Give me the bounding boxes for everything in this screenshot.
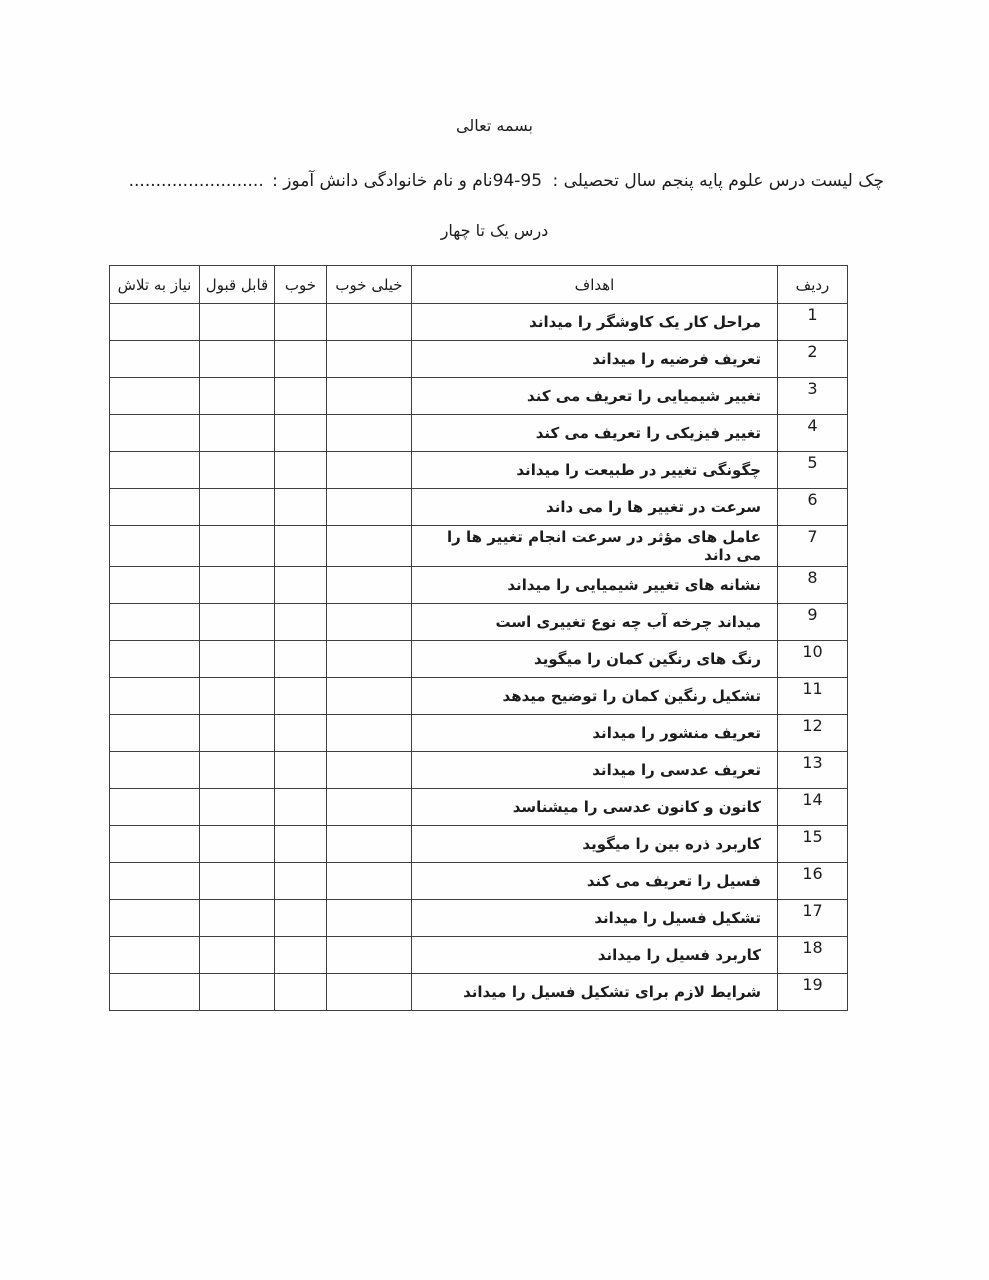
objective-cell: کانون و کانون عدسی را میشناسد [412, 789, 778, 826]
row-number-cell: 10 [778, 641, 848, 678]
row-number-cell: 3 [778, 378, 848, 415]
score-very-good-cell [327, 378, 412, 415]
objective-cell: رنگ های رنگین کمان را میگوید [412, 641, 778, 678]
score-needs-effort-cell [110, 937, 200, 974]
academic-year: 94-95 [492, 171, 543, 191]
score-needs-effort-cell [110, 900, 200, 937]
score-acceptable-cell [200, 937, 275, 974]
score-needs-effort-cell [110, 452, 200, 489]
col-header-good: خوب [275, 266, 327, 304]
objective-cell: عامل های مؤثر در سرعت انجام تغییر ها را می داند [412, 526, 778, 567]
score-very-good-cell [327, 489, 412, 526]
score-acceptable-cell [200, 678, 275, 715]
row-number-cell: 14 [778, 789, 848, 826]
score-very-good-cell [327, 452, 412, 489]
table-row [110, 752, 848, 789]
score-good-cell [275, 526, 327, 567]
score-good-cell [275, 304, 327, 341]
table-row [110, 789, 848, 826]
table-row [110, 304, 848, 341]
score-needs-effort-cell [110, 752, 200, 789]
score-good-cell [275, 974, 327, 1011]
score-needs-effort-cell [110, 863, 200, 900]
objective-cell: تشکیل فسیل را میداند [412, 900, 778, 937]
score-needs-effort-cell [110, 715, 200, 752]
score-very-good-cell [327, 789, 412, 826]
table-row [110, 937, 848, 974]
score-acceptable-cell [200, 489, 275, 526]
score-acceptable-cell [200, 415, 275, 452]
score-very-good-cell [327, 678, 412, 715]
row-number-cell: 8 [778, 567, 848, 604]
score-good-cell [275, 567, 327, 604]
col-header-needs-effort: نیاز به تلاش [110, 266, 200, 304]
score-acceptable-cell [200, 863, 275, 900]
score-needs-effort-cell [110, 826, 200, 863]
table-row [110, 452, 848, 489]
score-good-cell [275, 678, 327, 715]
table-row [110, 900, 848, 937]
score-acceptable-cell [200, 974, 275, 1011]
score-good-cell [275, 415, 327, 452]
score-good-cell [275, 826, 327, 863]
table-row [110, 415, 848, 452]
table-row [110, 341, 848, 378]
score-acceptable-cell [200, 567, 275, 604]
score-needs-effort-cell [110, 489, 200, 526]
col-header-acceptable: قابل قبول [200, 266, 275, 304]
score-acceptable-cell [200, 789, 275, 826]
checklist-title-line [493, 171, 884, 191]
score-needs-effort-cell [110, 304, 200, 341]
table-row [110, 604, 848, 641]
checklist-table [109, 265, 848, 1011]
table-header-row [110, 266, 848, 304]
table-row [110, 378, 848, 415]
table-row [110, 974, 848, 1011]
table-body [110, 304, 848, 1011]
objective-cell: تشکیل رنگین کمان را توضیح میدهد [412, 678, 778, 715]
student-name-blank: ......................... [128, 171, 264, 191]
score-acceptable-cell [200, 452, 275, 489]
objective-cell: تغییر شیمیایی را تعریف می کند [412, 378, 778, 415]
score-acceptable-cell [200, 304, 275, 341]
basmala-text: بسمه تعالی [456, 116, 533, 135]
student-name-label: نام و نام خانوادگی دانش آموز : [272, 171, 493, 191]
score-acceptable-cell [200, 641, 275, 678]
score-good-cell [275, 900, 327, 937]
score-needs-effort-cell [110, 789, 200, 826]
table-row [110, 863, 848, 900]
score-very-good-cell [327, 863, 412, 900]
objective-cell: تغییر فیزیکی را تعریف می کند [412, 415, 778, 452]
score-very-good-cell [327, 715, 412, 752]
score-acceptable-cell [200, 526, 275, 567]
score-very-good-cell [327, 604, 412, 641]
student-name-line [129, 171, 493, 191]
score-good-cell [275, 604, 327, 641]
table-row [110, 715, 848, 752]
objective-cell: تعریف فرضیه را میداند [412, 341, 778, 378]
checklist-title: چک لیست درس علوم پایه پنجم سال تحصیلی : [552, 171, 884, 191]
score-good-cell [275, 937, 327, 974]
score-needs-effort-cell [110, 415, 200, 452]
score-good-cell [275, 863, 327, 900]
table-row [110, 826, 848, 863]
score-very-good-cell [327, 304, 412, 341]
row-number-cell: 2 [778, 341, 848, 378]
row-number-cell: 11 [778, 678, 848, 715]
objective-cell: فسیل را تعریف می کند [412, 863, 778, 900]
row-number-cell: 19 [778, 974, 848, 1011]
score-good-cell [275, 789, 327, 826]
objective-cell: کاربرد ذره بین را میگوید [412, 826, 778, 863]
row-number-cell: 16 [778, 863, 848, 900]
score-good-cell [275, 452, 327, 489]
score-needs-effort-cell [110, 567, 200, 604]
score-acceptable-cell [200, 715, 275, 752]
table-row [110, 567, 848, 604]
objective-cell: شرایط لازم برای تشکیل فسیل را میداند [412, 974, 778, 1011]
row-number-cell: 17 [778, 900, 848, 937]
score-very-good-cell [327, 567, 412, 604]
row-number-cell: 1 [778, 304, 848, 341]
score-acceptable-cell [200, 378, 275, 415]
score-very-good-cell [327, 900, 412, 937]
row-number-cell: 15 [778, 826, 848, 863]
objective-cell: تعریف منشور را میداند [412, 715, 778, 752]
table-row [110, 489, 848, 526]
score-very-good-cell [327, 526, 412, 567]
score-very-good-cell [327, 937, 412, 974]
row-number-cell: 13 [778, 752, 848, 789]
row-number-cell: 7 [778, 526, 848, 567]
row-number-cell: 6 [778, 489, 848, 526]
score-needs-effort-cell [110, 378, 200, 415]
score-acceptable-cell [200, 752, 275, 789]
score-needs-effort-cell [110, 974, 200, 1011]
objective-cell: سرعت در تغییر ها را می داند [412, 489, 778, 526]
objective-cell: مراحل کار یک کاوشگر را میداند [412, 304, 778, 341]
score-very-good-cell [327, 641, 412, 678]
header-info-line [128, 171, 884, 191]
objective-cell: چگونگی تغییر در طبیعت را میداند [412, 452, 778, 489]
score-very-good-cell [327, 341, 412, 378]
objective-cell: کاربرد فسیل را میداند [412, 937, 778, 974]
objective-cell: تعریف عدسی را میداند [412, 752, 778, 789]
table-row [110, 678, 848, 715]
score-needs-effort-cell [110, 604, 200, 641]
row-number-cell: 4 [778, 415, 848, 452]
col-header-objectives: اهداف [412, 266, 778, 304]
score-needs-effort-cell [110, 526, 200, 567]
score-acceptable-cell [200, 826, 275, 863]
score-acceptable-cell [200, 341, 275, 378]
col-header-row-no: ردیف [778, 266, 848, 304]
score-good-cell [275, 489, 327, 526]
score-good-cell [275, 641, 327, 678]
score-very-good-cell [327, 415, 412, 452]
row-number-cell: 12 [778, 715, 848, 752]
table-row [110, 641, 848, 678]
score-acceptable-cell [200, 604, 275, 641]
row-number-cell: 18 [778, 937, 848, 974]
score-good-cell [275, 752, 327, 789]
score-needs-effort-cell [110, 341, 200, 378]
objective-cell: میداند چرخه آب چه نوع تغییری است [412, 604, 778, 641]
objective-cell: نشانه های تغییر شیمیایی را میداند [412, 567, 778, 604]
score-good-cell [275, 378, 327, 415]
col-header-very-good: خیلی خوب [327, 266, 412, 304]
table-row [110, 526, 848, 567]
score-very-good-cell [327, 826, 412, 863]
lessons-range-subtitle: درس یک تا چهار [440, 221, 549, 240]
score-very-good-cell [327, 974, 412, 1011]
score-needs-effort-cell [110, 678, 200, 715]
row-number-cell: 5 [778, 452, 848, 489]
score-good-cell [275, 341, 327, 378]
score-needs-effort-cell [110, 641, 200, 678]
score-good-cell [275, 715, 327, 752]
score-very-good-cell [327, 752, 412, 789]
row-number-cell: 9 [778, 604, 848, 641]
score-acceptable-cell [200, 900, 275, 937]
